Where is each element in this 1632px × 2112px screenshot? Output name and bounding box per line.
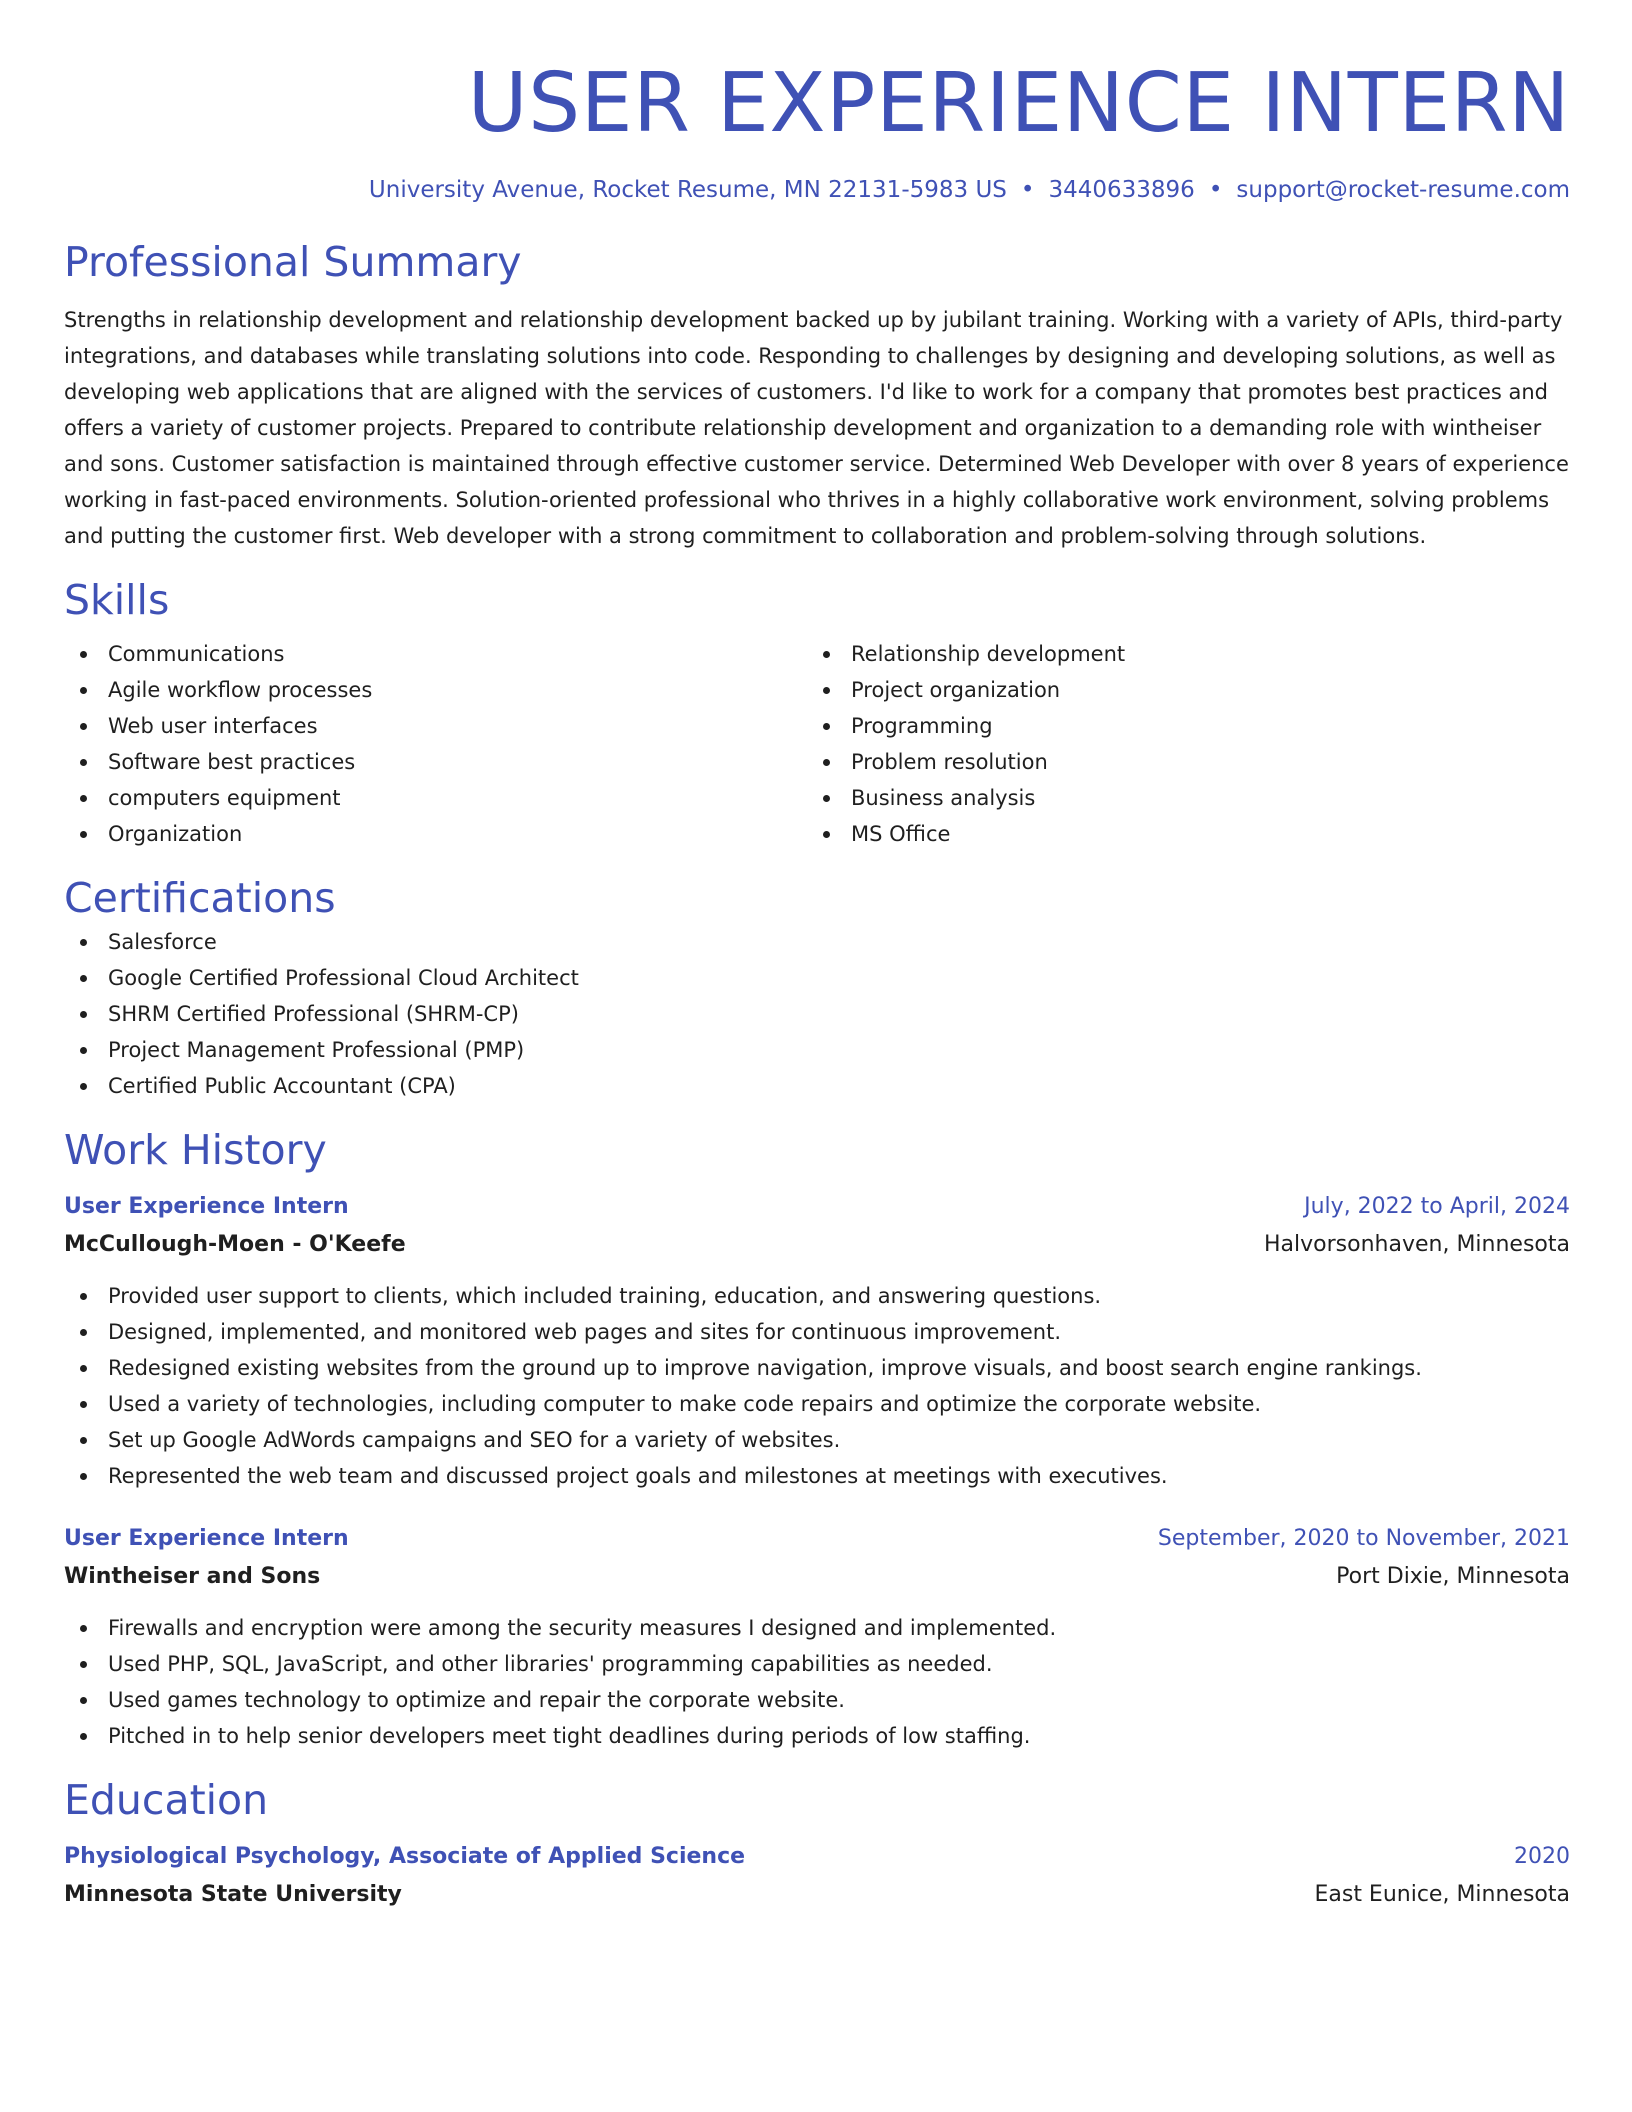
contact-separator: • [1020, 177, 1035, 203]
skill-item: Agile workflow processes [64, 672, 807, 708]
contact-line [64, 174, 1570, 206]
job-role: User Experience Intern [64, 1194, 349, 1219]
contact-email[interactable]: support@rocket-resume.com [1236, 177, 1570, 203]
contact-phone[interactable]: 3440633896 [1048, 177, 1195, 203]
education-degree: Physiological Psychology, Associate of Applied Science [64, 1844, 746, 1869]
education-year: 2020 [1514, 1844, 1570, 1869]
job-company: Wintheiser and Sons [64, 1564, 321, 1589]
summary-heading: Professional Summary [64, 238, 522, 286]
job-duty-item: Used games technology to optimize and repair the corporate website. [64, 1682, 1570, 1718]
job-duty-item: Redesigned existing websites from the ground up to improve navigation, improve visuals, and boost search engine rankings. [64, 1350, 1570, 1386]
certifications-list [64, 924, 1570, 1104]
skill-item: Web user interfaces [64, 708, 807, 744]
skills-heading: Skills [64, 576, 170, 624]
skill-item: Project organization [807, 672, 1550, 708]
resume-page [64, 0, 1570, 1914]
summary-text: Strengths in relationship development and relationship development backed up by jubilant training. Working with a variety of APIs, third-party integrations, and databases while translating solutions into code. Responding to challenges by designing and developing solutions, as well as developing web applications that are aligned with the services of customers. I'd like to work for a company that promotes best practices and offers a variety of customer projects. Prepared to contribute relationship development and organization to a demanding role with wintheiser and sons. Customer satisfaction is maintained through effective customer service. Determined Web Developer with over 8 years of experience working in fast-paced environments. Solution-oriented professional who thrives in a highly collaborative work environment, solving problems and putting the customer first. Web developer with a strong commitment to collaboration and problem-solving through solutions. [64, 308, 1569, 548]
skills-column-left [64, 636, 807, 852]
education-degree-row [64, 1838, 1570, 1876]
skill-item: MS Office [807, 816, 1550, 852]
contact-address: University Avenue, Rocket Resume, MN 22131-5983 US [368, 177, 1007, 203]
resume-header [64, 56, 1570, 206]
education-school-row [64, 1876, 1570, 1914]
certification-item: Salesforce [64, 924, 1570, 960]
job-entry [64, 1520, 1570, 1754]
contact-separator: • [1208, 177, 1223, 203]
education-location: East Eunice, Minnesota [1314, 1882, 1570, 1907]
skill-item: Communications [64, 636, 807, 672]
skill-item: Relationship development [807, 636, 1550, 672]
skill-item: Problem resolution [807, 744, 1550, 780]
skill-item: computers equipment [64, 780, 807, 816]
job-company-row [64, 1226, 1570, 1264]
certification-item: Project Management Professional (PMP) [64, 1032, 1570, 1068]
job-location: Port Dixie, Minnesota [1336, 1564, 1570, 1589]
resume-title: USER EXPERIENCE INTERN [467, 56, 1570, 151]
certification-item: SHRM Certified Professional (SHRM-CP) [64, 996, 1570, 1032]
work-history-heading: Work History [64, 1126, 327, 1174]
job-entry [64, 1188, 1570, 1494]
job-dates: July, 2022 to April, 2024 [1304, 1194, 1570, 1219]
skills-list [64, 636, 1570, 852]
job-duties [64, 1278, 1570, 1494]
job-location: Halvorsonhaven, Minnesota [1264, 1232, 1570, 1257]
job-duty-item: Designed, implemented, and monitored web pages and sites for continuous improvement. [64, 1314, 1570, 1350]
certifications-heading: Certifications [64, 874, 336, 922]
job-duty-item: Pitched in to help senior developers meet tight deadlines during periods of low staffing. [64, 1718, 1570, 1754]
job-role: User Experience Intern [64, 1526, 349, 1551]
job-duty-item: Provided user support to clients, which included training, education, and answering questions. [64, 1278, 1570, 1314]
job-duties [64, 1610, 1570, 1754]
skill-item: Software best practices [64, 744, 807, 780]
job-company-row [64, 1558, 1570, 1596]
job-company: McCullough-Moen - O'Keefe [64, 1232, 406, 1257]
skill-item: Business analysis [807, 780, 1550, 816]
job-duty-item: Represented the web team and discussed project goals and milestones at meetings with executives. [64, 1458, 1570, 1494]
education-entry [64, 1838, 1570, 1914]
skill-item: Programming [807, 708, 1550, 744]
job-title-row [64, 1188, 1570, 1226]
education-heading: Education [64, 1776, 269, 1824]
education-school: Minnesota State University [64, 1882, 402, 1907]
job-duty-item: Used a variety of technologies, including computer to make code repairs and optimize the corporate website. [64, 1386, 1570, 1422]
job-dates: September, 2020 to November, 2021 [1157, 1526, 1570, 1551]
job-duty-item: Used PHP, SQL, JavaScript, and other libraries' programming capabilities as needed. [64, 1646, 1570, 1682]
job-title-row [64, 1520, 1570, 1558]
skills-column-right [807, 636, 1550, 852]
certification-item: Google Certified Professional Cloud Architect [64, 960, 1570, 996]
certification-item: Certified Public Accountant (CPA) [64, 1068, 1570, 1104]
skill-item: Organization [64, 816, 807, 852]
job-duty-item: Set up Google AdWords campaigns and SEO for a variety of websites. [64, 1422, 1570, 1458]
job-duty-item: Firewalls and encryption were among the security measures I designed and implemented. [64, 1610, 1570, 1646]
